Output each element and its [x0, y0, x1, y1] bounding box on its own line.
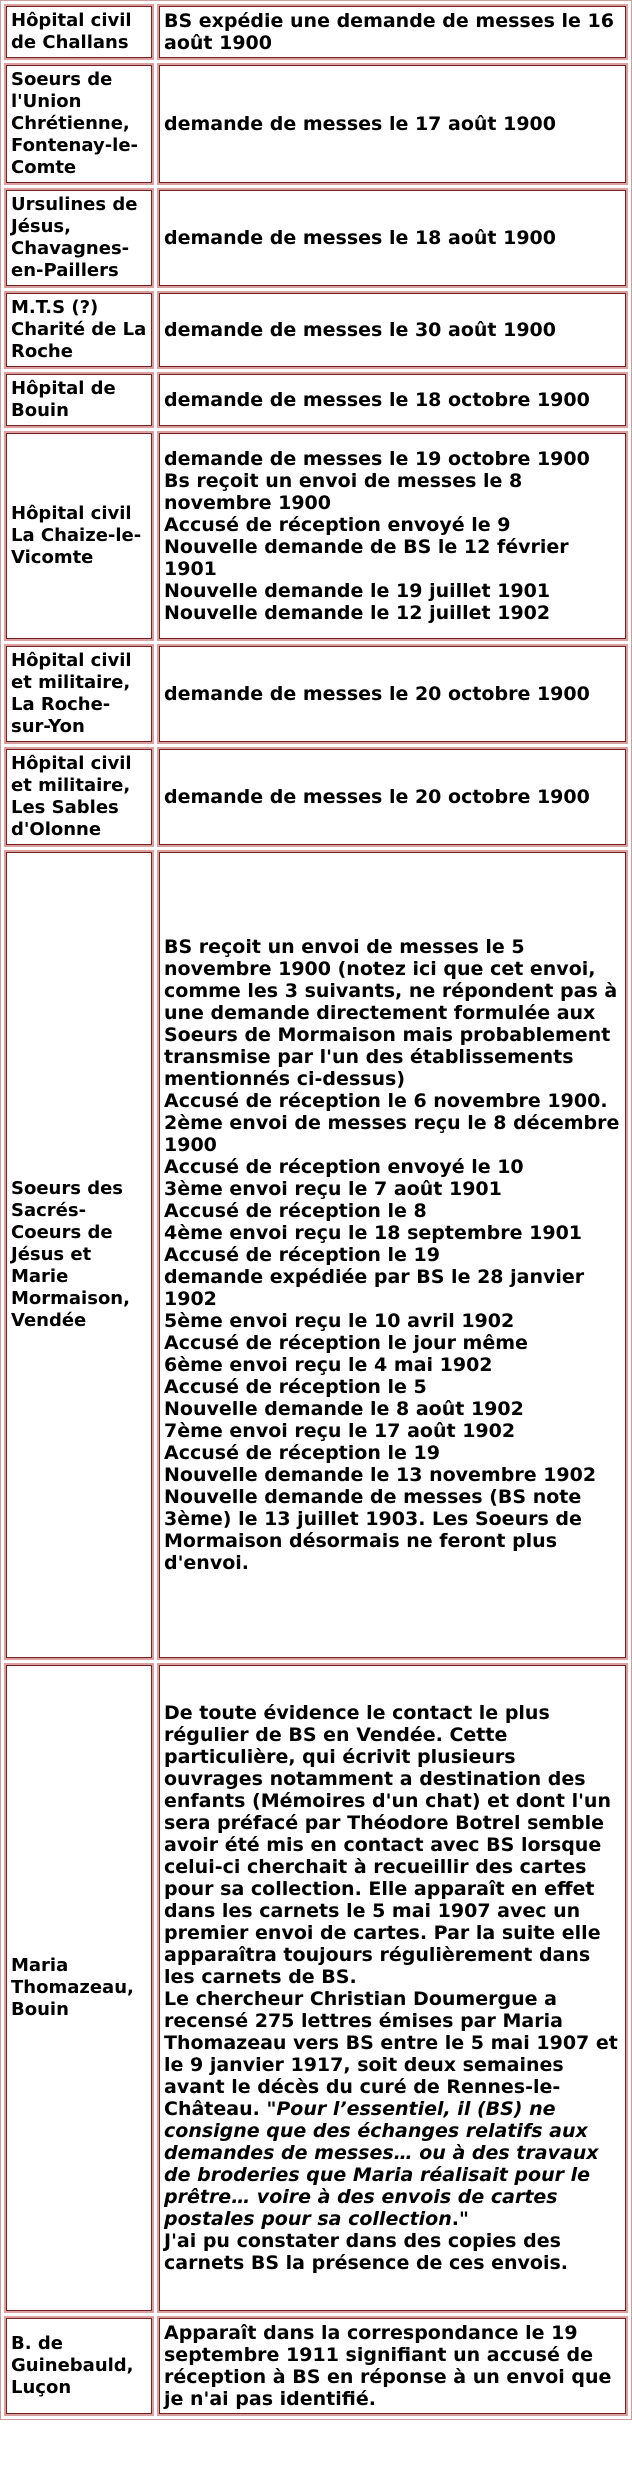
event-line: BS reçoit un envoi de messes le 5 novembre 1900 (notez ici que cet envoi, comme les 3 suivants, ne répondent pas à une demande directement formulée aux Soeurs de Mormaison mais probablement transmise par l'un des établissements mentionnés ci-dessus) — [164, 936, 618, 1090]
event-line: 4ème envoi reçu le 18 septembre 1901 — [164, 1222, 583, 1244]
table-row — [4, 188, 628, 288]
event-line: Bs reçoit un envoi de messes le 8 novembre 1900 — [164, 470, 523, 514]
institution-name: Hôpital de Bouin — [11, 378, 116, 421]
event-line: Accusé de réception le jour même — [164, 1332, 528, 1354]
institution-name: B. de Guinebauld, Luçon — [11, 2333, 134, 2398]
events-cell — [157, 644, 628, 744]
institution-cell — [4, 1663, 154, 2313]
table-row — [4, 644, 628, 744]
text-run: ." — [451, 2208, 469, 2230]
event-line: 2ème envoi de messes reçu le 8 décembre 1900 — [164, 1112, 620, 1156]
paragraph-quote — [164, 1988, 621, 2230]
event-line: demande de messes le 20 octobre 1900 — [164, 683, 590, 705]
table-row — [4, 431, 628, 641]
institution-cell — [4, 291, 154, 369]
event-line: Nouvelle demande le 13 novembre 1902 — [164, 1464, 597, 1486]
institution-name: Soeurs de l'Union Chrétienne, Fontenay-le-Comte — [11, 69, 139, 178]
events-cell — [157, 372, 628, 428]
institution-cell — [4, 4, 154, 60]
events-cell — [157, 1663, 628, 2313]
event-line: Apparaît dans la correspondance le 19 septembre 1911 signifiant un accusé de réception à BS en réponse à un envoi que je n'ai pas identifié. — [164, 2322, 612, 2410]
events-cell — [157, 63, 628, 185]
institution-cell — [4, 2316, 154, 2416]
text-run: Le chercheur Christian Doumergue a recensé 275 lettres émises par Maria Thomazeau vers BS entre le 5 mai 1907 et le 9 janvier 1917, soit deux semaines avant le décès du curé de Rennes-le-Château. " — [164, 1988, 618, 2120]
event-line: 5ème envoi reçu le 10 avril 1902 — [164, 1310, 515, 1332]
table-row — [4, 850, 628, 1660]
institution-name: Maria Thomazeau, Bouin — [11, 1955, 134, 2020]
event-line: Nouvelle demande de messes (BS note 3ème) le 13 juillet 1903. Les Soeurs de Mormaison désormais ne feront plus d'envoi. — [164, 1486, 582, 1574]
institution-cell — [4, 431, 154, 641]
table-row — [4, 63, 628, 185]
paragraph: J'ai pu constater dans des copies des carnets BS la présence de ces envois. — [164, 2230, 569, 2274]
event-line: Nouvelle demande le 19 juillet 1901 — [164, 580, 551, 602]
event-line: Accusé de réception envoyé le 10 — [164, 1156, 524, 1178]
institution-cell — [4, 188, 154, 288]
event-line: demande de messes le 18 août 1900 — [164, 227, 556, 249]
event-line: demande de messes le 30 août 1900 — [164, 319, 556, 341]
event-line: demande de messes le 20 octobre 1900 — [164, 786, 590, 808]
event-line: Accusé de réception le 19 — [164, 1442, 440, 1464]
events-cell — [157, 291, 628, 369]
institution-name: Soeurs des Sacrés-Coeurs de Jésus et Marie Mormaison, Vendée — [11, 1178, 130, 1331]
event-line: 3ème envoi reçu le 7 août 1901 — [164, 1178, 502, 1200]
event-line: Accusé de réception le 6 novembre 1900. — [164, 1090, 608, 1112]
event-line: 6ème envoi reçu le 4 mai 1902 — [164, 1354, 493, 1376]
table-row — [4, 291, 628, 369]
events-cell — [157, 431, 628, 641]
institution-name: Hôpital civil et militaire, Les Sables d'Olonne — [11, 753, 132, 840]
paragraph: De toute évidence le contact le plus régulier de BS en Vendée. Cette particulière, qui écrivit plusieurs ouvrages notamment a destination des enfants (Mémoires d'un chat) et dont l'un sera préfacé par Théodore Botrel semble avoir été mis en contact avec BS lorsque celui-ci cherchait à recueillir des cartes pour sa collection. Elle apparaît en effet dans les carnets le 5 mai 1907 avec un premier envoi de cartes. Par la suite elle apparaîtra toujours régulièrement dans les carnets de BS. — [164, 1702, 611, 1988]
events-cell — [157, 4, 628, 60]
institution-name: Hôpital civil La Chaize-le-Vicomte — [11, 503, 142, 568]
table-row — [4, 2316, 628, 2416]
event-line: Nouvelle demande le 8 août 1902 — [164, 1398, 524, 1420]
event-line: Accusé de réception le 8 — [164, 1200, 427, 1222]
event-line: Accusé de réception le 5 — [164, 1376, 427, 1398]
table-row — [4, 4, 628, 60]
event-line: Nouvelle demande le 12 juillet 1902 — [164, 602, 551, 624]
event-line: demande de messes le 17 août 1900 — [164, 113, 556, 135]
institution-cell — [4, 372, 154, 428]
event-line: BS expédie une demande de messes le 16 août 1900 — [164, 10, 614, 54]
events-cell — [157, 850, 628, 1660]
event-line: Accusé de réception envoyé le 9 — [164, 514, 511, 536]
quoted-text: Pour l’essentiel, il (BS) ne consigne que des échanges relatifs aux demandes de messes… ou à des travaux de broderies que Maria réalisait pour le prêtre… voire à des envois de cartes postales pour sa collection — [164, 2098, 599, 2230]
event-line: demande expédiée par BS le 28 janvier 1902 — [164, 1266, 585, 1310]
table-row — [4, 747, 628, 847]
institution-cell — [4, 747, 154, 847]
institution-cell — [4, 644, 154, 744]
events-cell — [157, 188, 628, 288]
event-line: 7ème envoi reçu le 17 août 1902 — [164, 1420, 516, 1442]
event-line: demande de messes le 18 octobre 1900 — [164, 389, 590, 411]
institution-cell — [4, 850, 154, 1660]
event-line: Nouvelle demande de BS le 12 février 1901 — [164, 536, 569, 580]
table-row — [4, 372, 628, 428]
events-cell — [157, 747, 628, 847]
table-row — [4, 1663, 628, 2313]
events-cell — [157, 2316, 628, 2416]
institution-name: M.T.S (?) Charité de La Roche — [11, 297, 147, 362]
event-line: demande de messes le 19 octobre 1900 — [164, 448, 590, 470]
institution-name: Hôpital civil de Challans — [11, 10, 132, 53]
institution-name: Ursulines de Jésus, Chavagnes-en-Paillers — [11, 194, 138, 281]
event-line: Accusé de réception le 19 — [164, 1244, 440, 1266]
institution-name: Hôpital civil et militaire, La Roche-sur-Yon — [11, 650, 132, 737]
institution-cell — [4, 63, 154, 185]
